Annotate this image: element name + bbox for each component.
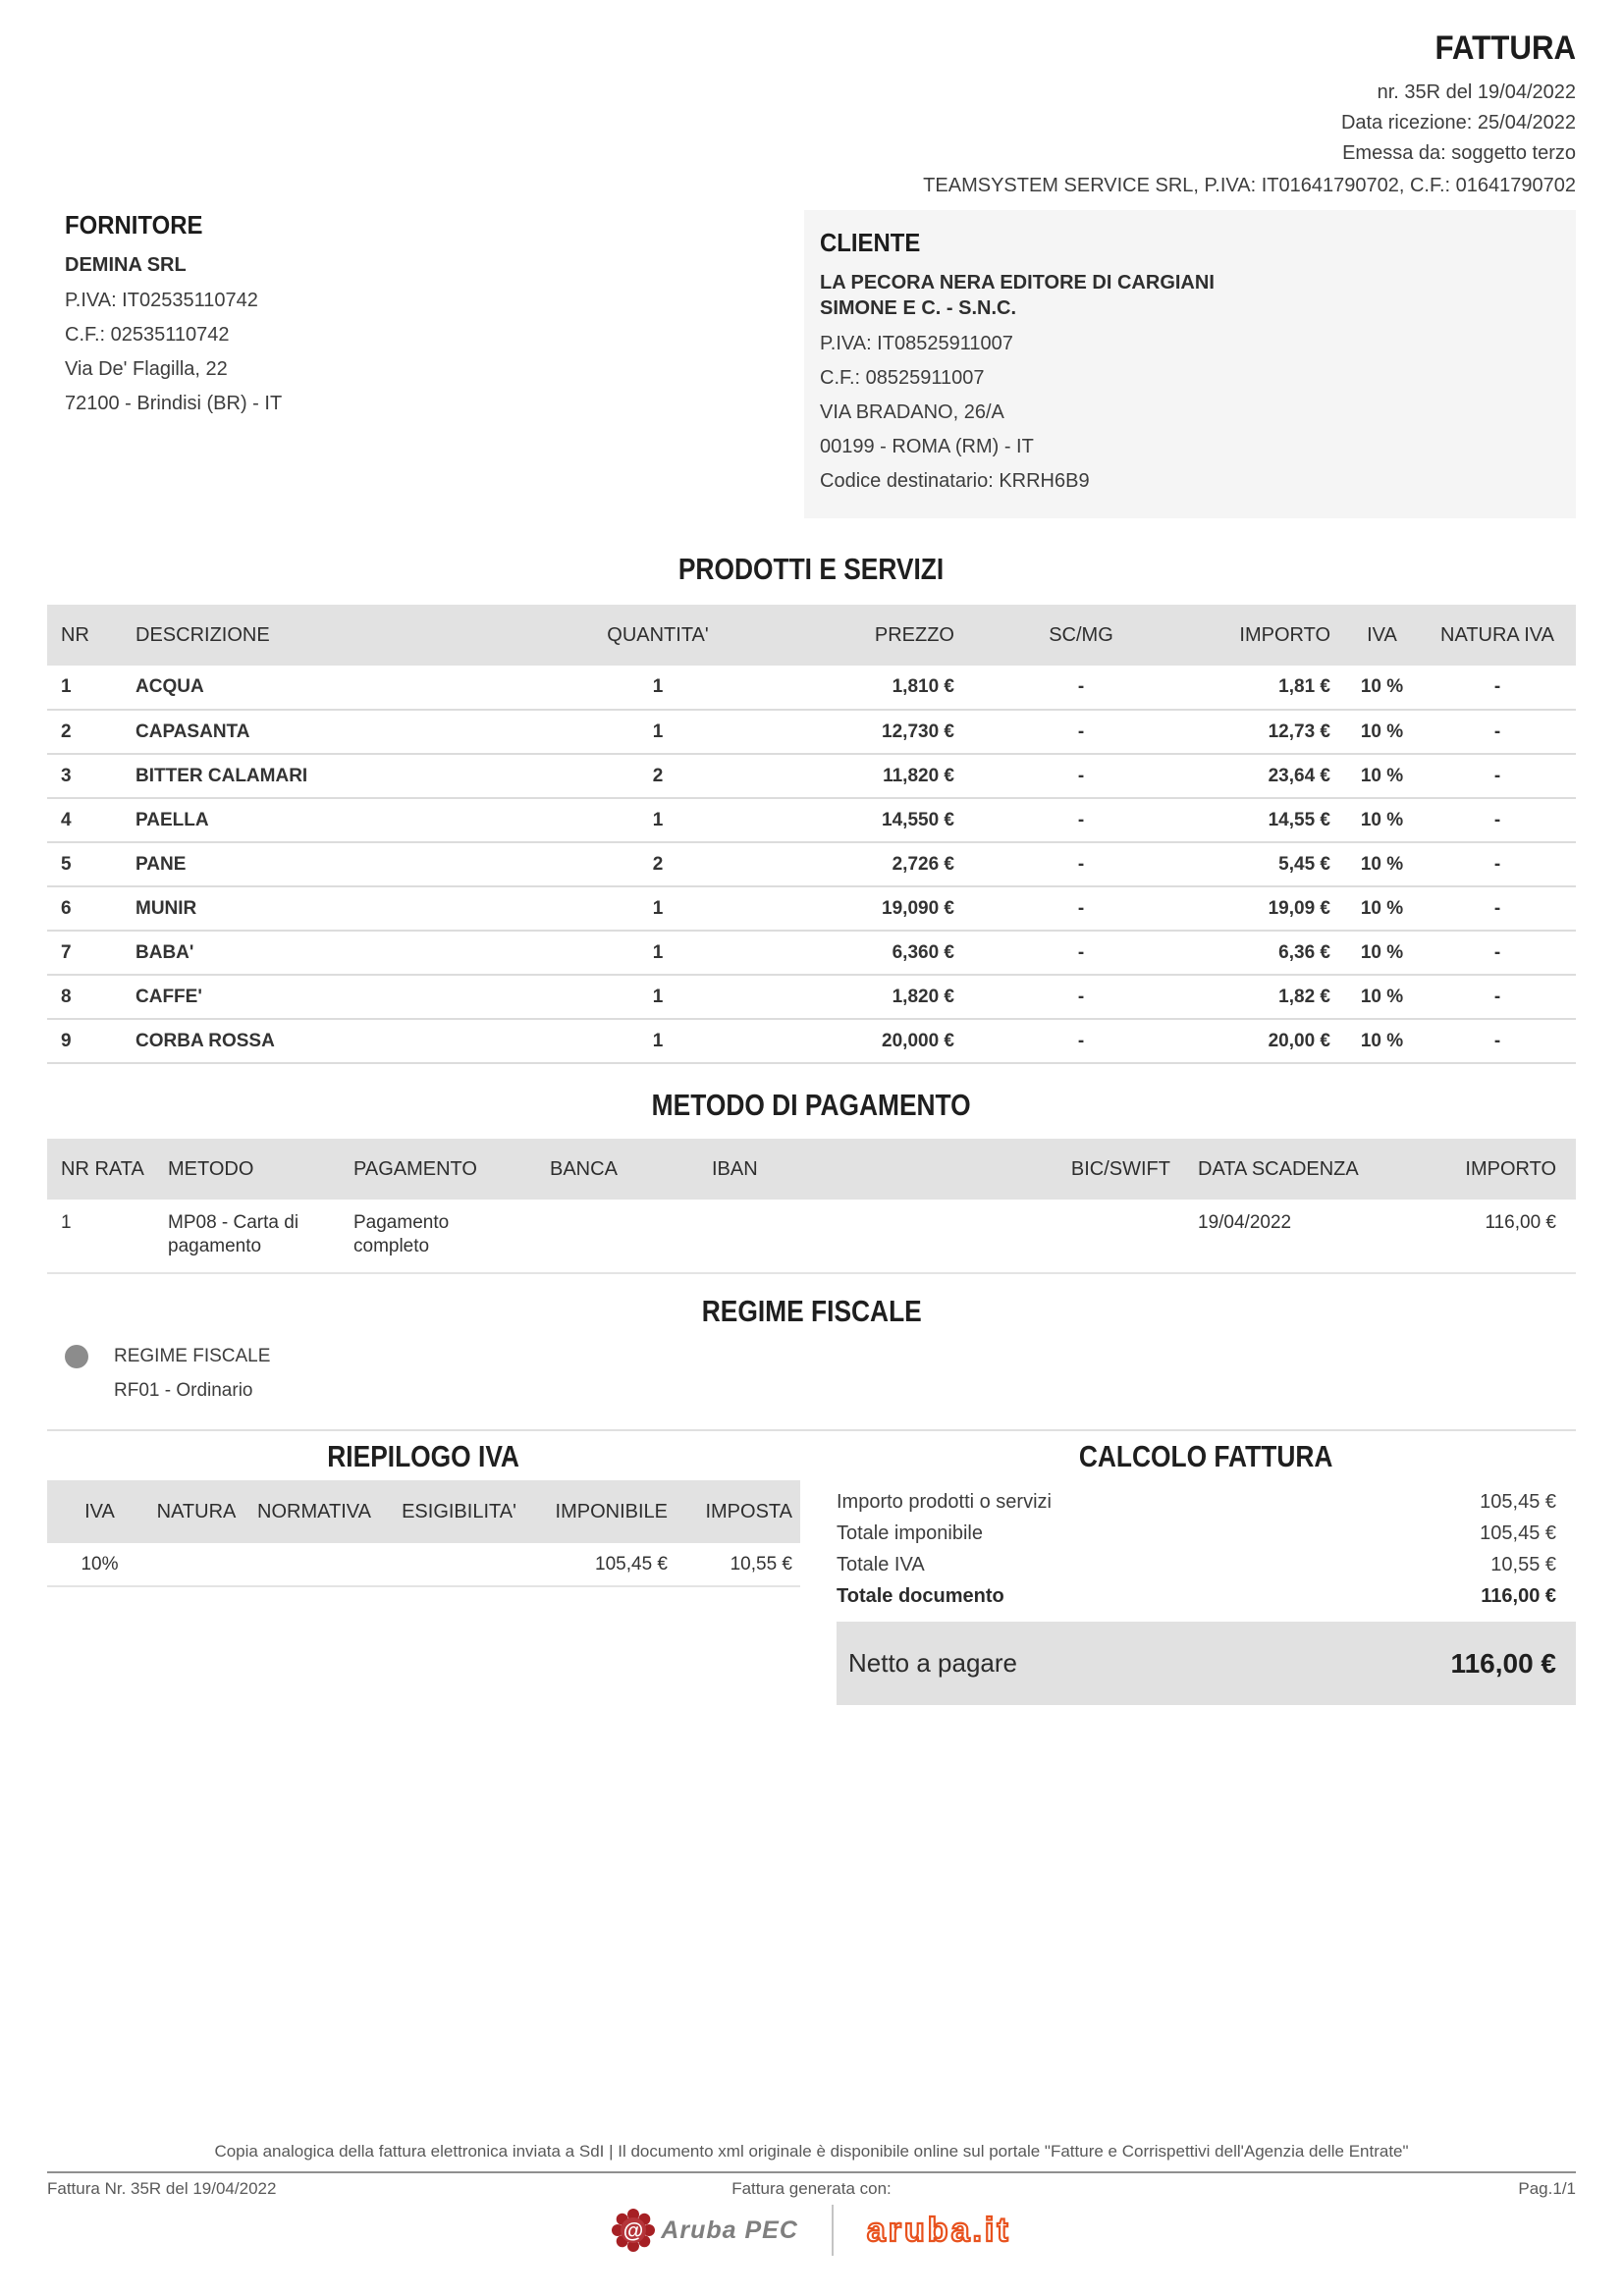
cell-descrizione: PANE — [110, 842, 535, 886]
cell-importo: 5,45 € — [1193, 842, 1345, 886]
cell-natura-iva: - — [1419, 666, 1576, 710]
totals-value: 116,00 € — [1481, 1585, 1556, 1607]
products-header-row — [47, 605, 1576, 666]
summary-section — [47, 1439, 1576, 1705]
cell-importo: 20,00 € — [1193, 1019, 1345, 1063]
totals-row — [837, 1518, 1576, 1549]
product-row — [47, 666, 1576, 710]
cell-banca — [535, 1200, 692, 1273]
totals-title: CALCOLO FATTURA — [1079, 1439, 1333, 1473]
totals-value: 105,45 € — [1480, 1491, 1556, 1513]
cell-nr: 8 — [47, 975, 110, 1019]
supplier-address: Via De' Flagilla, 22 — [65, 358, 228, 380]
cell-importo: 1,82 € — [1193, 975, 1345, 1019]
cell-nr: 2 — [47, 710, 110, 754]
payment-header-row — [47, 1139, 1576, 1200]
cell-descrizione: BABA' — [110, 931, 535, 975]
svg-text:@: @ — [623, 2219, 644, 2243]
payment-row — [47, 1200, 1576, 1273]
issued-by-line: Emessa da: soggetto terzo — [1342, 142, 1576, 164]
cell-descrizione: PAELLA — [110, 798, 535, 842]
net-to-pay-label: Netto a pagare — [848, 1648, 1018, 1678]
cell-iban — [692, 1200, 992, 1273]
cell-prezzo: 1,810 € — [781, 666, 969, 710]
totals-value: 105,45 € — [1480, 1522, 1556, 1544]
customer-vat: P.IVA: IT08525911007 — [820, 333, 1013, 354]
invoice-number-line: nr. 35R del 19/04/2022 — [1377, 81, 1576, 103]
cell-scmg: - — [969, 931, 1193, 975]
net-to-pay-value: 116,00 € — [1450, 1647, 1556, 1679]
products-table — [47, 605, 1576, 1064]
col-importo-pagamento: IMPORTO — [1394, 1139, 1576, 1200]
cell-quantita: 2 — [535, 842, 781, 886]
customer-heading: CLIENTE — [820, 228, 921, 257]
product-row — [47, 1019, 1576, 1063]
col-natura-iva: NATURA IVA — [1419, 605, 1576, 666]
products-section — [47, 552, 1576, 1064]
cell-quantita: 1 — [535, 798, 781, 842]
cell-descrizione: CORBA ROSSA — [110, 1019, 535, 1063]
document-header — [47, 0, 1576, 200]
col-esigibilita: ESIGIBILITA' — [388, 1480, 530, 1543]
cell-imposta: 10,55 € — [677, 1543, 800, 1586]
cell-prezzo: 14,550 € — [781, 798, 969, 842]
customer-fiscal-code: C.F.: 08525911007 — [820, 367, 985, 389]
cell-natura-iva: - — [1419, 842, 1576, 886]
cell-prezzo: 12,730 € — [781, 710, 969, 754]
footer-generated-with: Fattura generata con: — [731, 2179, 892, 2198]
footer-legal-note: Copia analogica della fattura elettronica inviata a SdI | Il documento xml originale è disponibile online sul portale "Fatture e Corrispettivi dell'Agenzia delle Entrate" — [214, 2142, 1409, 2161]
cell-quantita: 1 — [535, 1019, 781, 1063]
cell-prezzo: 20,000 € — [781, 1019, 969, 1063]
product-row — [47, 842, 1576, 886]
col-quantita: QUANTITA' — [535, 605, 781, 666]
cell-natura-iva: - — [1419, 886, 1576, 931]
product-row — [47, 798, 1576, 842]
regime-bullet-icon — [65, 1345, 88, 1368]
col-data-scadenza: DATA SCADENZA — [1178, 1139, 1394, 1200]
col-natura: NATURA — [152, 1480, 241, 1543]
cell-descrizione: BITTER CALAMARI — [110, 754, 535, 798]
aruba-pec-seal-icon — [612, 2209, 655, 2252]
intermediary-line: TEAMSYSTEM SERVICE SRL, P.IVA: IT01641790702, C.F.: 01641790702 — [923, 175, 1576, 196]
col-metodo: METODO — [158, 1139, 339, 1200]
cell-prezzo: 19,090 € — [781, 886, 969, 931]
cell-prezzo: 6,360 € — [781, 931, 969, 975]
cell-natura-iva: - — [1419, 710, 1576, 754]
aruba-pec-logo-text: Aruba PEC — [661, 2216, 798, 2244]
cell-descrizione: CAPASANTA — [110, 710, 535, 754]
cell-nr-rata: 1 — [47, 1200, 158, 1273]
cell-iva: 10 % — [1345, 666, 1419, 710]
cell-imponibile: 105,45 € — [530, 1543, 677, 1586]
payment-section — [47, 1088, 1576, 1274]
cell-scmg: - — [969, 666, 1193, 710]
cell-iva: 10 % — [1345, 754, 1419, 798]
supplier-city: 72100 - Brindisi (BR) - IT — [65, 393, 283, 414]
cell-quantita: 1 — [535, 886, 781, 931]
totals-label: Totale documento — [837, 1585, 1004, 1607]
col-banca: BANCA — [535, 1139, 692, 1200]
cell-iva: 10 % — [1345, 931, 1419, 975]
cell-scmg: - — [969, 842, 1193, 886]
col-normativa: NORMATIVA — [241, 1480, 388, 1543]
col-bic-swift: BIC/SWIFT — [992, 1139, 1178, 1200]
cell-scmg: - — [969, 975, 1193, 1019]
footer-logo-divider — [832, 2205, 834, 2256]
cell-natura — [152, 1543, 241, 1586]
supplier-name: DEMINA SRL — [65, 254, 187, 276]
vat-summary-block — [47, 1439, 800, 1587]
cell-metodo — [158, 1200, 339, 1273]
supplier-block — [47, 210, 597, 421]
footer-info-row — [47, 2179, 1576, 2199]
cell-esigibilita — [388, 1543, 530, 1586]
col-imponibile: IMPONIBILE — [530, 1480, 677, 1543]
col-importo: IMPORTO — [1193, 605, 1345, 666]
cell-importo: 19,09 € — [1193, 886, 1345, 931]
reception-date-line: Data ricezione: 25/04/2022 — [1340, 112, 1576, 133]
footer-page-number: Pag.1/1 — [1518, 2179, 1576, 2198]
cell-quantita: 1 — [535, 975, 781, 1019]
col-iva-rate: IVA — [47, 1480, 152, 1543]
totals-value: 10,55 € — [1490, 1554, 1556, 1575]
cell-bic-swift — [992, 1200, 1178, 1273]
products-section-title: PRODOTTI E SERVIZI — [678, 552, 945, 586]
payment-table — [47, 1139, 1576, 1274]
cell-data-scadenza: 19/04/2022 — [1178, 1200, 1394, 1273]
customer-destination-code: Codice destinatario: KRRH6B9 — [820, 470, 1090, 492]
totals-row — [837, 1549, 1576, 1580]
cell-quantita: 1 — [535, 931, 781, 975]
col-descrizione: DESCRIZIONE — [110, 605, 535, 666]
customer-address: VIA BRADANO, 26/A — [820, 401, 1004, 423]
cell-nr: 6 — [47, 886, 110, 931]
cell-nr: 3 — [47, 754, 110, 798]
cell-iva: 10 % — [1345, 1019, 1419, 1063]
col-pagamento: PAGAMENTO — [339, 1139, 535, 1200]
vat-summary-table — [47, 1480, 800, 1587]
cell-scmg: - — [969, 710, 1193, 754]
cell-descrizione: MUNIR — [110, 886, 535, 931]
cell-nr: 1 — [47, 666, 110, 710]
product-row — [47, 931, 1576, 975]
page-footer — [0, 2142, 1623, 2256]
cell-quantita: 1 — [535, 710, 781, 754]
cell-iva: 10 % — [1345, 798, 1419, 842]
product-row — [47, 975, 1576, 1019]
cell-scmg: - — [969, 1019, 1193, 1063]
cell-iva: 10 % — [1345, 975, 1419, 1019]
product-row — [47, 754, 1576, 798]
tax-regime-section — [47, 1294, 1576, 1431]
totals-label: Totale imponibile — [837, 1522, 983, 1544]
aruba-pec-logo — [612, 2209, 798, 2252]
vat-summary-title: RIEPILOGO IVA — [327, 1439, 520, 1473]
vat-row — [47, 1543, 800, 1586]
footer-logos — [0, 2205, 1623, 2256]
net-to-pay-box — [837, 1622, 1576, 1705]
cell-scmg: - — [969, 754, 1193, 798]
cell-scmg: - — [969, 798, 1193, 842]
cell-natura-iva: - — [1419, 931, 1576, 975]
customer-block — [804, 210, 1576, 518]
cell-importo: 12,73 € — [1193, 710, 1345, 754]
cell-prezzo: 1,820 € — [781, 975, 969, 1019]
footer-divider — [47, 2171, 1576, 2173]
cell-prezzo: 2,726 € — [781, 842, 969, 886]
totals-row — [837, 1486, 1576, 1518]
cell-natura-iva: - — [1419, 1019, 1576, 1063]
col-scmg: SC/MG — [969, 605, 1193, 666]
totals-label: Importo prodotti o servizi — [837, 1491, 1052, 1513]
section-divider — [47, 1429, 1576, 1431]
footer-invoice-number: Fattura Nr. 35R del 19/04/2022 — [47, 2179, 277, 2198]
col-iva: IVA — [1345, 605, 1419, 666]
cell-nr: 9 — [47, 1019, 110, 1063]
totals-label: Totale IVA — [837, 1554, 925, 1575]
cell-prezzo: 11,820 € — [781, 754, 969, 798]
document-title: FATTURA — [1434, 29, 1576, 67]
regime-value: RF01 - Ordinario — [114, 1380, 253, 1401]
parties-section — [47, 210, 1576, 518]
cell-scmg: - — [969, 886, 1193, 931]
totals-row-document-total — [837, 1580, 1576, 1612]
cell-quantita: 2 — [535, 754, 781, 798]
cell-nr: 5 — [47, 842, 110, 886]
aruba-it-logo: aruba.it — [866, 2211, 1011, 2249]
supplier-vat: P.IVA: IT02535110742 — [65, 290, 258, 311]
cell-iva: 10 % — [1345, 842, 1419, 886]
regime-section-title: REGIME FISCALE — [701, 1294, 922, 1328]
col-nr: NR — [47, 605, 110, 666]
supplier-fiscal-code: C.F.: 02535110742 — [65, 324, 230, 346]
cell-iva: 10 % — [1345, 710, 1419, 754]
col-nr-rata: NR RATA — [47, 1139, 158, 1200]
cell-importo: 23,64 € — [1193, 754, 1345, 798]
payment-type-text: Pagamento completo — [353, 1212, 450, 1256]
product-row — [47, 710, 1576, 754]
cell-normativa — [241, 1543, 388, 1586]
cell-natura-iva: - — [1419, 975, 1576, 1019]
product-row — [47, 886, 1576, 931]
col-prezzo: PREZZO — [781, 605, 969, 666]
col-iban: IBAN — [692, 1139, 992, 1200]
supplier-heading: FORNITORE — [65, 210, 203, 240]
cell-importo-pagamento: 116,00 € — [1394, 1200, 1576, 1273]
cell-importo: 14,55 € — [1193, 798, 1345, 842]
payment-method-text: MP08 - Carta di pagamento — [168, 1212, 299, 1256]
regime-label: REGIME FISCALE — [114, 1346, 271, 1366]
col-imposta: IMPOSTA — [677, 1480, 800, 1543]
customer-city: 00199 - ROMA (RM) - IT — [820, 436, 1034, 457]
cell-quantita: 1 — [535, 666, 781, 710]
cell-importo: 1,81 € — [1193, 666, 1345, 710]
vat-header-row — [47, 1480, 800, 1543]
cell-importo: 6,36 € — [1193, 931, 1345, 975]
cell-natura-iva: - — [1419, 754, 1576, 798]
customer-name: LA PECORA NERA EDITORE DI CARGIANI SIMONE E C. - S.N.C. — [820, 272, 1215, 319]
cell-nr: 4 — [47, 798, 110, 842]
cell-nr: 7 — [47, 931, 110, 975]
cell-iva-rate: 10% — [47, 1543, 152, 1586]
cell-natura-iva: - — [1419, 798, 1576, 842]
payment-section-title: METODO DI PAGAMENTO — [651, 1088, 971, 1122]
cell-descrizione: ACQUA — [110, 666, 535, 710]
cell-iva: 10 % — [1345, 886, 1419, 931]
cell-descrizione: CAFFE' — [110, 975, 535, 1019]
invoice-totals-block — [837, 1439, 1576, 1705]
cell-pagamento — [339, 1200, 535, 1273]
regime-row — [47, 1345, 1576, 1368]
